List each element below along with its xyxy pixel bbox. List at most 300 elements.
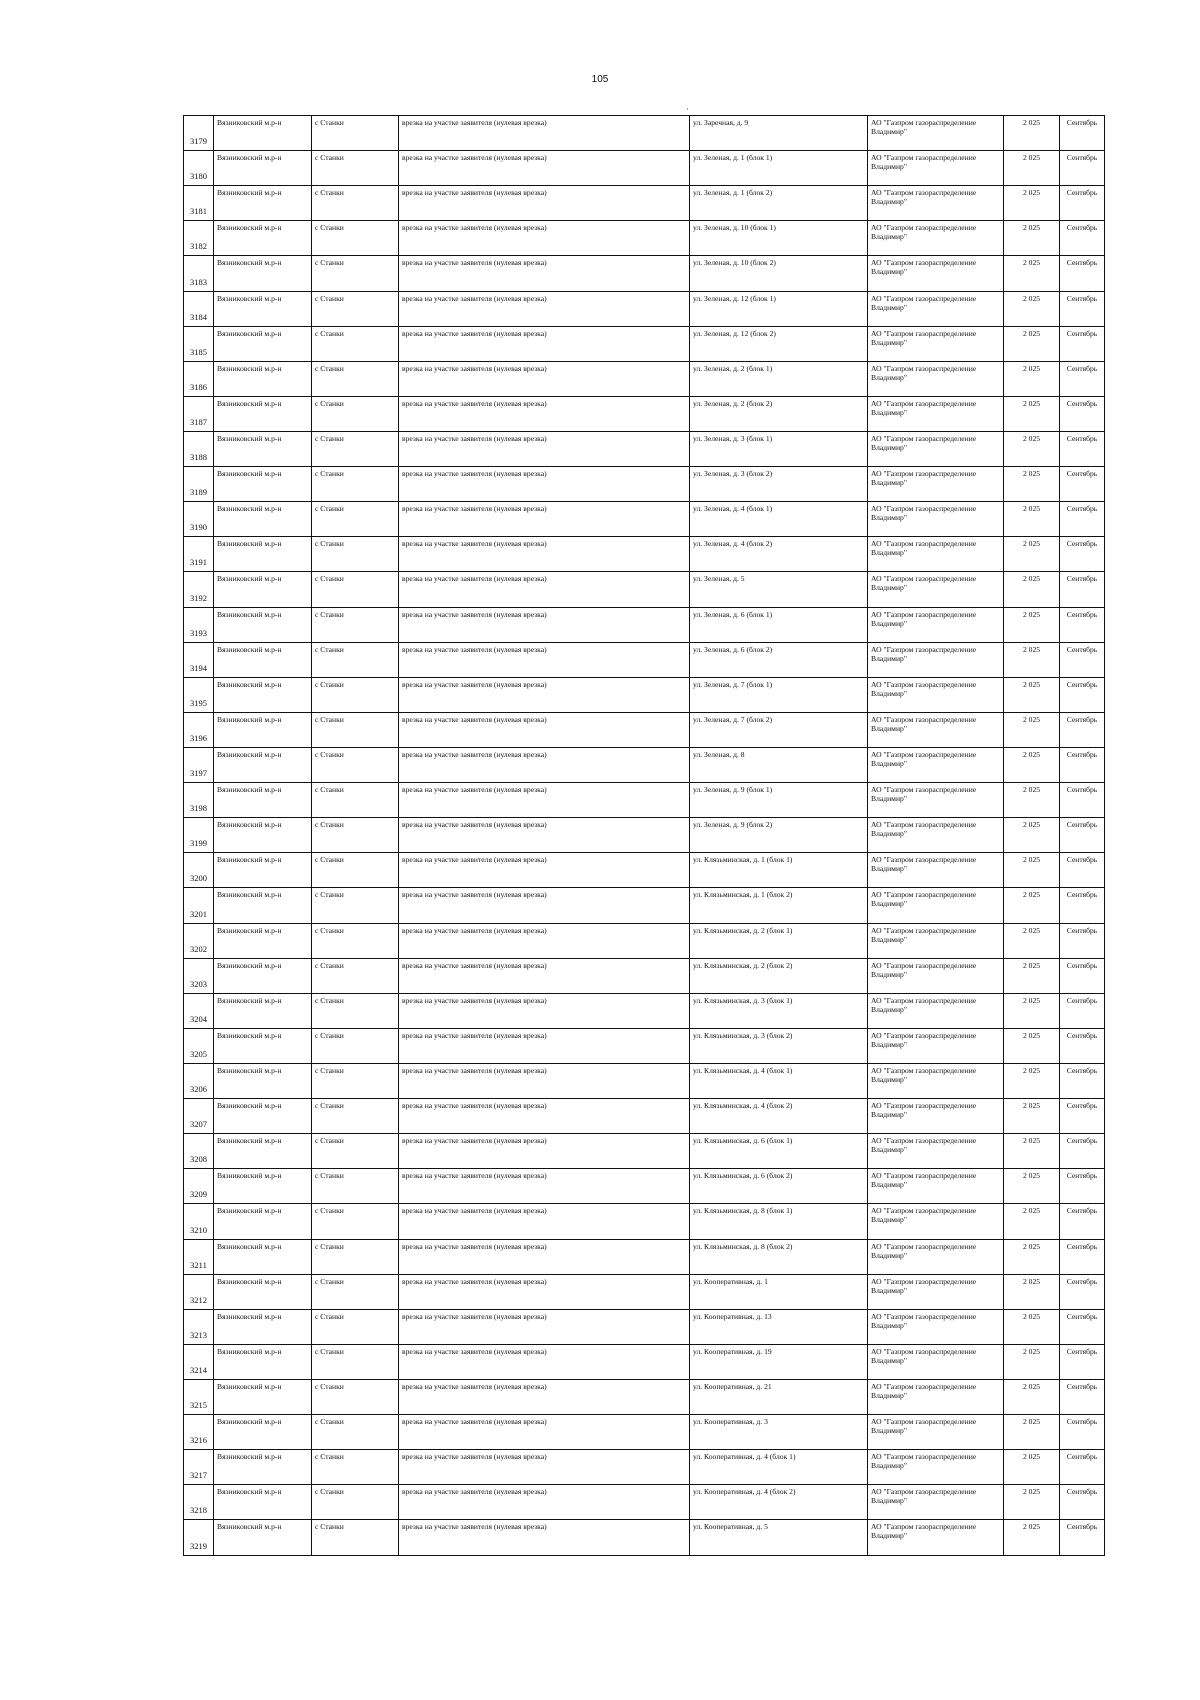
work-type-cell: врезка на участке заявителя (нулевая врезка)	[399, 1520, 690, 1556]
year-cell: 2 025	[1004, 116, 1060, 151]
month-cell: Сентябрь	[1060, 326, 1105, 361]
month-cell: Сентябрь	[1060, 1309, 1105, 1344]
organization-cell: АО "Газпром газораспределение Владимир"	[868, 1099, 1004, 1134]
year-cell: 2 025	[1004, 256, 1060, 291]
organization-cell: АО "Газпром газораспределение Владимир"	[868, 1204, 1004, 1239]
organization-cell: АО "Газпром газораспределение Владимир"	[868, 116, 1004, 151]
village-cell: с Станки	[312, 993, 399, 1028]
work-type-cell: врезка на участке заявителя (нулевая врезка)	[399, 1134, 690, 1169]
address-cell: ул. Клязьминская, д. 2 (блок 1)	[690, 923, 868, 958]
organization-cell: АО "Газпром газораспределение Владимир"	[868, 186, 1004, 221]
village-cell: с Станки	[312, 467, 399, 502]
district-cell: Вязниковский м.р-н	[214, 1379, 312, 1414]
organization-cell: АО "Газпром газораспределение Владимир"	[868, 1450, 1004, 1485]
district-cell: Вязниковский м.р-н	[214, 993, 312, 1028]
village-cell: с Станки	[312, 958, 399, 993]
year-cell: 2 025	[1004, 361, 1060, 396]
row-number: 3209	[184, 1169, 214, 1204]
year-cell: 2 025	[1004, 1485, 1060, 1520]
table-row	[184, 1063, 1105, 1098]
year-cell: 2 025	[1004, 923, 1060, 958]
district-cell: Вязниковский м.р-н	[214, 502, 312, 537]
row-number: 3218	[184, 1485, 214, 1520]
work-type-cell: врезка на участке заявителя (нулевая врезка)	[399, 221, 690, 256]
village-cell: с Станки	[312, 1485, 399, 1520]
row-number: 3193	[184, 607, 214, 642]
address-cell: ул. Клязьминская, д. 1 (блок 1)	[690, 853, 868, 888]
row-number: 3179	[184, 116, 214, 151]
organization-cell: АО "Газпром газораспределение Владимир"	[868, 291, 1004, 326]
organization-cell: АО "Газпром газораспределение Владимир"	[868, 1344, 1004, 1379]
month-cell: Сентябрь	[1060, 607, 1105, 642]
month-cell: Сентябрь	[1060, 958, 1105, 993]
month-cell: Сентябрь	[1060, 537, 1105, 572]
village-cell: с Станки	[312, 151, 399, 186]
table-row	[184, 747, 1105, 782]
year-cell: 2 025	[1004, 993, 1060, 1028]
organization-cell: АО "Газпром газораспределение Владимир"	[868, 1239, 1004, 1274]
district-cell: Вязниковский м.р-н	[214, 958, 312, 993]
district-cell: Вязниковский м.р-н	[214, 291, 312, 326]
village-cell: с Станки	[312, 642, 399, 677]
month-cell: Сентябрь	[1060, 1239, 1105, 1274]
district-cell: Вязниковский м.р-н	[214, 888, 312, 923]
address-cell: ул. Зеленая, д. 4 (блок 1)	[690, 502, 868, 537]
village-cell: с Станки	[312, 1344, 399, 1379]
table-row	[184, 993, 1105, 1028]
district-cell: Вязниковский м.р-н	[214, 853, 312, 888]
row-number: 3216	[184, 1415, 214, 1450]
table-row	[184, 116, 1105, 151]
address-cell: ул. Зеленая, д. 7 (блок 1)	[690, 677, 868, 712]
month-cell: Сентябрь	[1060, 1520, 1105, 1556]
work-type-cell: врезка на участке заявителя (нулевая врезка)	[399, 853, 690, 888]
village-cell: с Станки	[312, 572, 399, 607]
district-cell: Вязниковский м.р-н	[214, 818, 312, 853]
table-row	[184, 958, 1105, 993]
year-cell: 2 025	[1004, 1274, 1060, 1309]
table-row	[184, 783, 1105, 818]
village-cell: с Станки	[312, 607, 399, 642]
table-row	[184, 1134, 1105, 1169]
work-type-cell: врезка на участке заявителя (нулевая врезка)	[399, 186, 690, 221]
row-number: 3190	[184, 502, 214, 537]
work-type-cell: врезка на участке заявителя (нулевая врезка)	[399, 151, 690, 186]
organization-cell: АО "Газпром газораспределение Владимир"	[868, 467, 1004, 502]
row-number: 3196	[184, 712, 214, 747]
row-number: 3194	[184, 642, 214, 677]
village-cell: с Станки	[312, 361, 399, 396]
organization-cell: АО "Газпром газораспределение Владимир"	[868, 221, 1004, 256]
address-cell: ул. Клязьминская, д. 8 (блок 1)	[690, 1204, 868, 1239]
district-cell: Вязниковский м.р-н	[214, 1450, 312, 1485]
table-row	[184, 502, 1105, 537]
address-cell: ул. Зеленая, д. 3 (блок 1)	[690, 431, 868, 466]
district-cell: Вязниковский м.р-н	[214, 431, 312, 466]
work-type-cell: врезка на участке заявителя (нулевая врезка)	[399, 1379, 690, 1414]
row-number: 3202	[184, 923, 214, 958]
table-row	[184, 1274, 1105, 1309]
organization-cell: АО "Газпром газораспределение Владимир"	[868, 361, 1004, 396]
table-row	[184, 712, 1105, 747]
village-cell: с Станки	[312, 1204, 399, 1239]
year-cell: 2 025	[1004, 502, 1060, 537]
address-cell: ул. Зеленая, д. 3 (блок 2)	[690, 467, 868, 502]
district-cell: Вязниковский м.р-н	[214, 467, 312, 502]
village-cell: с Станки	[312, 326, 399, 361]
address-cell: ул. Зеленая, д. 6 (блок 1)	[690, 607, 868, 642]
year-cell: 2 025	[1004, 467, 1060, 502]
table-row	[184, 642, 1105, 677]
address-cell: ул. Кооперативная, д. 13	[690, 1309, 868, 1344]
month-cell: Сентябрь	[1060, 361, 1105, 396]
month-cell: Сентябрь	[1060, 396, 1105, 431]
row-number: 3192	[184, 572, 214, 607]
address-cell: ул. Клязьминская, д. 3 (блок 2)	[690, 1028, 868, 1063]
table-row	[184, 1415, 1105, 1450]
row-number: 3208	[184, 1134, 214, 1169]
address-cell: ул. Кооперативная, д. 19	[690, 1344, 868, 1379]
village-cell: с Станки	[312, 186, 399, 221]
month-cell: Сентябрь	[1060, 431, 1105, 466]
year-cell: 2 025	[1004, 677, 1060, 712]
year-cell: 2 025	[1004, 1309, 1060, 1344]
village-cell: с Станки	[312, 747, 399, 782]
district-cell: Вязниковский м.р-н	[214, 361, 312, 396]
district-cell: Вязниковский м.р-н	[214, 1204, 312, 1239]
work-type-cell: врезка на участке заявителя (нулевая врезка)	[399, 1063, 690, 1098]
district-cell: Вязниковский м.р-н	[214, 1239, 312, 1274]
month-cell: Сентябрь	[1060, 186, 1105, 221]
work-type-cell: врезка на участке заявителя (нулевая врезка)	[399, 502, 690, 537]
month-cell: Сентябрь	[1060, 1379, 1105, 1414]
year-cell: 2 025	[1004, 1415, 1060, 1450]
scan-speck: ·	[686, 104, 689, 114]
address-cell: ул. Клязьминская, д. 6 (блок 2)	[690, 1169, 868, 1204]
village-cell: с Станки	[312, 221, 399, 256]
register-rows	[184, 116, 1105, 1556]
organization-cell: АО "Газпром газораспределение Владимир"	[868, 1134, 1004, 1169]
address-cell: ул. Зеленая, д. 2 (блок 2)	[690, 396, 868, 431]
month-cell: Сентябрь	[1060, 888, 1105, 923]
row-number: 3215	[184, 1379, 214, 1414]
organization-cell: АО "Газпром газораспределение Владимир"	[868, 747, 1004, 782]
village-cell: с Станки	[312, 712, 399, 747]
month-cell: Сентябрь	[1060, 1344, 1105, 1379]
village-cell: с Станки	[312, 502, 399, 537]
table-row	[184, 221, 1105, 256]
year-cell: 2 025	[1004, 396, 1060, 431]
address-cell: ул. Кооперативная, д. 21	[690, 1379, 868, 1414]
table-row	[184, 853, 1105, 888]
village-cell: с Станки	[312, 818, 399, 853]
village-cell: с Станки	[312, 1028, 399, 1063]
row-number: 3186	[184, 361, 214, 396]
year-cell: 2 025	[1004, 607, 1060, 642]
table-row	[184, 186, 1105, 221]
month-cell: Сентябрь	[1060, 783, 1105, 818]
table-row	[184, 1485, 1105, 1520]
organization-cell: АО "Газпром газораспределение Владимир"	[868, 1274, 1004, 1309]
address-cell: ул. Зеленая, д. 5	[690, 572, 868, 607]
table-row	[184, 572, 1105, 607]
organization-cell: АО "Газпром газораспределение Владимир"	[868, 958, 1004, 993]
table-row	[184, 1344, 1105, 1379]
year-cell: 2 025	[1004, 853, 1060, 888]
year-cell: 2 025	[1004, 888, 1060, 923]
district-cell: Вязниковский м.р-н	[214, 1028, 312, 1063]
address-cell: ул. Зеленая, д. 8	[690, 747, 868, 782]
address-cell: ул. Клязьминская, д. 2 (блок 2)	[690, 958, 868, 993]
table-row	[184, 1379, 1105, 1414]
village-cell: с Станки	[312, 1415, 399, 1450]
work-type-cell: врезка на участке заявителя (нулевая врезка)	[399, 361, 690, 396]
table-row	[184, 1239, 1105, 1274]
table-row	[184, 537, 1105, 572]
year-cell: 2 025	[1004, 572, 1060, 607]
row-number: 3205	[184, 1028, 214, 1063]
table-row	[184, 467, 1105, 502]
work-type-cell: врезка на участке заявителя (нулевая врезка)	[399, 326, 690, 361]
row-number: 3217	[184, 1450, 214, 1485]
table-row	[184, 396, 1105, 431]
month-cell: Сентябрь	[1060, 712, 1105, 747]
register-table	[183, 115, 1105, 1556]
organization-cell: АО "Газпром газораспределение Владимир"	[868, 888, 1004, 923]
organization-cell: АО "Газпром газораспределение Владимир"	[868, 853, 1004, 888]
year-cell: 2 025	[1004, 1520, 1060, 1556]
work-type-cell: врезка на участке заявителя (нулевая врезка)	[399, 256, 690, 291]
district-cell: Вязниковский м.р-н	[214, 572, 312, 607]
work-type-cell: врезка на участке заявителя (нулевая врезка)	[399, 116, 690, 151]
district-cell: Вязниковский м.р-н	[214, 1063, 312, 1098]
row-number: 3197	[184, 747, 214, 782]
village-cell: с Станки	[312, 116, 399, 151]
district-cell: Вязниковский м.р-н	[214, 1309, 312, 1344]
organization-cell: АО "Газпром газораспределение Владимир"	[868, 1415, 1004, 1450]
organization-cell: АО "Газпром газораспределение Владимир"	[868, 151, 1004, 186]
organization-cell: АО "Газпром газораспределение Владимир"	[868, 1063, 1004, 1098]
row-number: 3214	[184, 1344, 214, 1379]
table-row	[184, 1309, 1105, 1344]
work-type-cell: врезка на участке заявителя (нулевая врезка)	[399, 467, 690, 502]
month-cell: Сентябрь	[1060, 1450, 1105, 1485]
month-cell: Сентябрь	[1060, 818, 1105, 853]
table-row	[184, 361, 1105, 396]
table-row	[184, 888, 1105, 923]
row-number: 3200	[184, 853, 214, 888]
month-cell: Сентябрь	[1060, 747, 1105, 782]
work-type-cell: врезка на участке заявителя (нулевая врезка)	[399, 537, 690, 572]
address-cell: ул. Зеленая, д. 9 (блок 1)	[690, 783, 868, 818]
work-type-cell: врезка на участке заявителя (нулевая врезка)	[399, 888, 690, 923]
work-type-cell: врезка на участке заявителя (нулевая врезка)	[399, 1274, 690, 1309]
year-cell: 2 025	[1004, 186, 1060, 221]
month-cell: Сентябрь	[1060, 677, 1105, 712]
district-cell: Вязниковский м.р-н	[214, 326, 312, 361]
row-number: 3201	[184, 888, 214, 923]
row-number: 3211	[184, 1239, 214, 1274]
village-cell: с Станки	[312, 537, 399, 572]
month-cell: Сентябрь	[1060, 151, 1105, 186]
organization-cell: АО "Газпром газораспределение Владимир"	[868, 396, 1004, 431]
year-cell: 2 025	[1004, 326, 1060, 361]
work-type-cell: врезка на участке заявителя (нулевая врезка)	[399, 291, 690, 326]
work-type-cell: врезка на участке заявителя (нулевая врезка)	[399, 1169, 690, 1204]
month-cell: Сентябрь	[1060, 642, 1105, 677]
year-cell: 2 025	[1004, 1344, 1060, 1379]
village-cell: с Станки	[312, 1063, 399, 1098]
year-cell: 2 025	[1004, 1204, 1060, 1239]
village-cell: с Станки	[312, 677, 399, 712]
district-cell: Вязниковский м.р-н	[214, 256, 312, 291]
year-cell: 2 025	[1004, 431, 1060, 466]
month-cell: Сентябрь	[1060, 923, 1105, 958]
address-cell: ул. Клязьминская, д. 6 (блок 1)	[690, 1134, 868, 1169]
district-cell: Вязниковский м.р-н	[214, 1169, 312, 1204]
table-row	[184, 607, 1105, 642]
organization-cell: АО "Газпром газораспределение Владимир"	[868, 1309, 1004, 1344]
address-cell: ул. Клязьминская, д. 4 (блок 1)	[690, 1063, 868, 1098]
village-cell: с Станки	[312, 1309, 399, 1344]
row-number: 3189	[184, 467, 214, 502]
organization-cell: АО "Газпром газораспределение Владимир"	[868, 993, 1004, 1028]
organization-cell: АО "Газпром газораспределение Владимир"	[868, 1028, 1004, 1063]
organization-cell: АО "Газпром газораспределение Владимир"	[868, 326, 1004, 361]
work-type-cell: врезка на участке заявителя (нулевая врезка)	[399, 1099, 690, 1134]
village-cell: с Станки	[312, 291, 399, 326]
organization-cell: АО "Газпром газораспределение Владимир"	[868, 607, 1004, 642]
month-cell: Сентябрь	[1060, 1415, 1105, 1450]
year-cell: 2 025	[1004, 151, 1060, 186]
row-number: 3204	[184, 993, 214, 1028]
page-number: 105	[591, 74, 609, 85]
address-cell: ул. Зеленая, д. 10 (блок 1)	[690, 221, 868, 256]
organization-cell: АО "Газпром газораспределение Владимир"	[868, 712, 1004, 747]
organization-cell: АО "Газпром газораспределение Владимир"	[868, 677, 1004, 712]
month-cell: Сентябрь	[1060, 221, 1105, 256]
work-type-cell: врезка на участке заявителя (нулевая врезка)	[399, 1239, 690, 1274]
row-number: 3210	[184, 1204, 214, 1239]
organization-cell: АО "Газпром газораспределение Владимир"	[868, 1379, 1004, 1414]
organization-cell: АО "Газпром газораспределение Владимир"	[868, 818, 1004, 853]
year-cell: 2 025	[1004, 712, 1060, 747]
table-row	[184, 291, 1105, 326]
address-cell: ул. Кооперативная, д. 4 (блок 2)	[690, 1485, 868, 1520]
row-number: 3198	[184, 783, 214, 818]
year-cell: 2 025	[1004, 291, 1060, 326]
year-cell: 2 025	[1004, 747, 1060, 782]
organization-cell: АО "Газпром газораспределение Владимир"	[868, 642, 1004, 677]
year-cell: 2 025	[1004, 1239, 1060, 1274]
row-number: 3212	[184, 1274, 214, 1309]
month-cell: Сентябрь	[1060, 256, 1105, 291]
work-type-cell: врезка на участке заявителя (нулевая врезка)	[399, 431, 690, 466]
year-cell: 2 025	[1004, 958, 1060, 993]
table-row	[184, 1204, 1105, 1239]
address-cell: ул. Кооперативная, д. 3	[690, 1415, 868, 1450]
year-cell: 2 025	[1004, 1169, 1060, 1204]
work-type-cell: врезка на участке заявителя (нулевая врезка)	[399, 677, 690, 712]
organization-cell: АО "Газпром газораспределение Владимир"	[868, 256, 1004, 291]
row-number: 3185	[184, 326, 214, 361]
address-cell: ул. Зеленая, д. 12 (блок 2)	[690, 326, 868, 361]
work-type-cell: врезка на участке заявителя (нулевая врезка)	[399, 1344, 690, 1379]
table-row	[184, 1028, 1105, 1063]
address-cell: ул. Кооперативная, д. 4 (блок 1)	[690, 1450, 868, 1485]
district-cell: Вязниковский м.р-н	[214, 1485, 312, 1520]
village-cell: с Станки	[312, 1169, 399, 1204]
year-cell: 2 025	[1004, 1099, 1060, 1134]
address-cell: ул. Кооперативная, д. 5	[690, 1520, 868, 1556]
month-cell: Сентябрь	[1060, 502, 1105, 537]
village-cell: с Станки	[312, 1450, 399, 1485]
village-cell: с Станки	[312, 256, 399, 291]
organization-cell: АО "Газпром газораспределение Владимир"	[868, 1485, 1004, 1520]
address-cell: ул. Зеленая, д. 9 (блок 2)	[690, 818, 868, 853]
row-number: 3188	[184, 431, 214, 466]
year-cell: 2 025	[1004, 1028, 1060, 1063]
year-cell: 2 025	[1004, 642, 1060, 677]
work-type-cell: врезка на участке заявителя (нулевая врезка)	[399, 818, 690, 853]
month-cell: Сентябрь	[1060, 291, 1105, 326]
address-cell: ул. Зеленая, д. 6 (блок 2)	[690, 642, 868, 677]
row-number: 3182	[184, 221, 214, 256]
district-cell: Вязниковский м.р-н	[214, 677, 312, 712]
organization-cell: АО "Газпром газораспределение Владимир"	[868, 1520, 1004, 1556]
work-type-cell: врезка на участке заявителя (нулевая врезка)	[399, 1028, 690, 1063]
table-row	[184, 1520, 1105, 1556]
work-type-cell: врезка на участке заявителя (нулевая врезка)	[399, 993, 690, 1028]
address-cell: ул. Клязьминская, д. 4 (блок 2)	[690, 1099, 868, 1134]
district-cell: Вязниковский м.р-н	[214, 1344, 312, 1379]
district-cell: Вязниковский м.р-н	[214, 923, 312, 958]
village-cell: с Станки	[312, 1520, 399, 1556]
district-cell: Вязниковский м.р-н	[214, 116, 312, 151]
table-row	[184, 1450, 1105, 1485]
year-cell: 2 025	[1004, 1379, 1060, 1414]
row-number: 3219	[184, 1520, 214, 1556]
work-type-cell: врезка на участке заявителя (нулевая врезка)	[399, 958, 690, 993]
address-cell: ул. Зеленая, д. 4 (блок 2)	[690, 537, 868, 572]
year-cell: 2 025	[1004, 537, 1060, 572]
village-cell: с Станки	[312, 1274, 399, 1309]
year-cell: 2 025	[1004, 1063, 1060, 1098]
year-cell: 2 025	[1004, 1134, 1060, 1169]
address-cell: ул. Заречная, д. 9	[690, 116, 868, 151]
row-number: 3184	[184, 291, 214, 326]
district-cell: Вязниковский м.р-н	[214, 221, 312, 256]
row-number: 3203	[184, 958, 214, 993]
address-cell: ул. Зеленая, д. 2 (блок 1)	[690, 361, 868, 396]
district-cell: Вязниковский м.р-н	[214, 1415, 312, 1450]
village-cell: с Станки	[312, 888, 399, 923]
address-cell: ул. Зеленая, д. 10 (блок 2)	[690, 256, 868, 291]
table-row	[184, 677, 1105, 712]
address-cell: ул. Зеленая, д. 1 (блок 1)	[690, 151, 868, 186]
month-cell: Сентябрь	[1060, 116, 1105, 151]
work-type-cell: врезка на участке заявителя (нулевая врезка)	[399, 1204, 690, 1239]
month-cell: Сентябрь	[1060, 1169, 1105, 1204]
work-type-cell: врезка на участке заявителя (нулевая врезка)	[399, 607, 690, 642]
work-type-cell: врезка на участке заявителя (нулевая врезка)	[399, 396, 690, 431]
month-cell: Сентябрь	[1060, 572, 1105, 607]
address-cell: ул. Клязьминская, д. 3 (блок 1)	[690, 993, 868, 1028]
row-number: 3195	[184, 677, 214, 712]
table-row	[184, 256, 1105, 291]
district-cell: Вязниковский м.р-н	[214, 783, 312, 818]
organization-cell: АО "Газпром газораспределение Владимир"	[868, 502, 1004, 537]
